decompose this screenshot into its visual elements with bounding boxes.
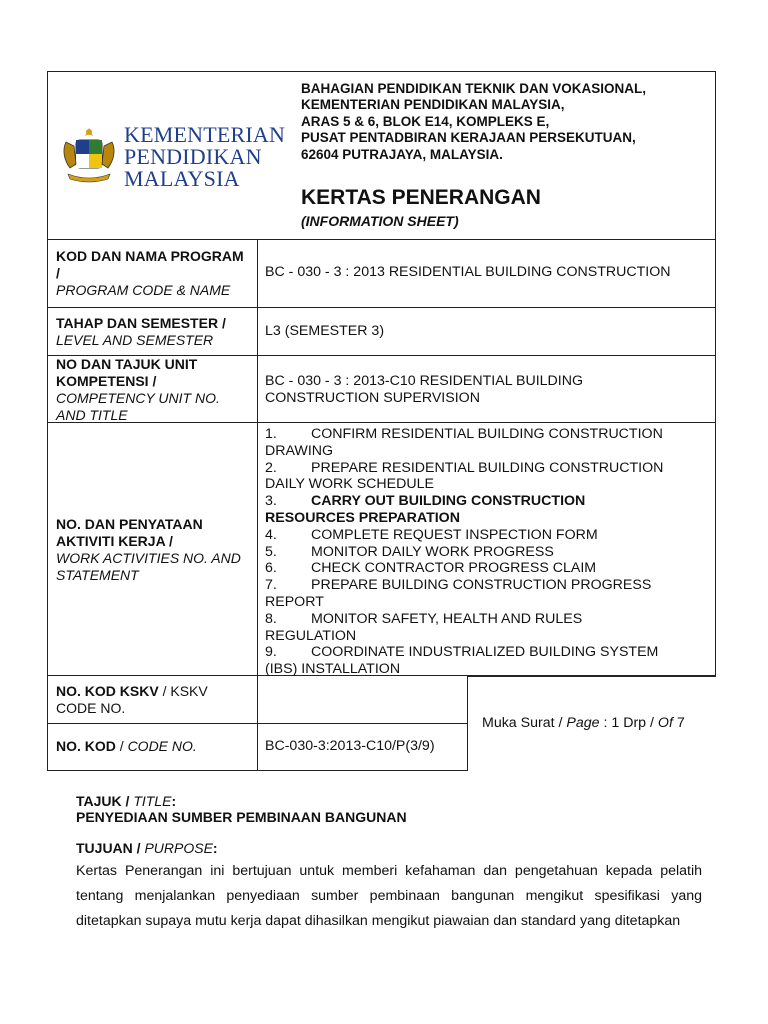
item-number: 7. <box>265 577 277 594</box>
logo-line-1: KEMENTERIAN <box>124 122 286 147</box>
column-divider <box>257 240 258 307</box>
activities-list <box>265 426 709 678</box>
purpose-paragraph: Kertas Penerangan ini bertujuan untuk memberi kefahaman dan pengetahuan kepada pelatih tentang menjalankan penyediaan sumber pembinaan bangunan mengikut spesifikasi yang ditetapkan supaya mutu kerja dapat dihasilkan mengikut piawaian dan standard yang ditetapkan <box>76 863 702 929</box>
list-item <box>265 460 709 494</box>
activities-label-italic: WORK ACTIVITIES NO. AND STATEMENT <box>56 550 241 583</box>
purpose-colon: : <box>212 840 218 856</box>
list-item <box>265 560 709 577</box>
document-title: KERTAS PENERANGAN <box>301 186 541 209</box>
kskv-label-bold: NO. KOD KSKV <box>56 683 159 699</box>
address-block <box>301 81 646 163</box>
item-text: COORDINATE INDUSTRIALIZED BUILDING SYSTEM <box>311 644 659 661</box>
program-label-bold: KOD DAN NAMA PROGRAM / <box>56 248 244 281</box>
item-text: COMPLETE REQUEST INSPECTION FORM <box>311 526 598 543</box>
kskv-label <box>56 683 208 717</box>
unit-label-italic: COMPETENCY UNIT NO. AND TITLE <box>56 390 220 423</box>
activities-row <box>47 423 716 676</box>
address-line: ARAS 5 & 6, BLOK E14, KOMPLEKS E, <box>301 113 550 129</box>
level-label-italic: LEVEL AND SEMESTER <box>56 332 214 348</box>
page-label-en: Page <box>566 715 600 731</box>
purpose-label: TUJUAN / <box>76 840 141 856</box>
address-line: BAHAGIAN PENDIDIKAN TEKNIK DAN VOKASIONAL, <box>301 81 647 96</box>
code-label-bold: NO. KOD <box>56 738 116 754</box>
item-number: 6. <box>265 560 277 577</box>
item-text-cont: REPORT <box>265 593 324 610</box>
kskv-label-rest: / KSKV <box>158 683 208 699</box>
unit-value <box>265 373 583 406</box>
item-number: 8. <box>265 610 277 627</box>
unit-label-bold: NO DAN TAJUK UNIT KOMPETENSI / <box>56 356 198 389</box>
item-text: CHECK CONTRACTOR PROGRESS CLAIM <box>311 560 597 577</box>
level-label <box>56 315 226 349</box>
column-divider <box>257 423 258 675</box>
list-item <box>265 611 709 645</box>
activities-label <box>56 516 246 584</box>
item-text: PREPARE BUILDING CONSTRUCTION PROGRESS <box>311 577 652 594</box>
page-number <box>482 715 685 731</box>
list-item <box>265 544 709 561</box>
item-text-cont: DAILY WORK SCHEDULE <box>265 476 434 493</box>
item-number: 3. <box>265 493 277 510</box>
page-of-label: Of <box>657 715 673 731</box>
title-label: TAJUK / <box>76 793 130 809</box>
document-subtitle: (INFORMATION SHEET) <box>301 213 459 229</box>
program-row <box>47 240 716 308</box>
malaysia-crest-icon <box>58 124 120 186</box>
code-row <box>47 724 468 771</box>
program-value: BC - 030 - 3 : 2013 RESIDENTIAL BUILDING CONSTRUCTION <box>265 264 671 280</box>
code-label <box>56 738 197 755</box>
address-line: 62604 PUTRAJAYA, MALAYSIA. <box>301 146 503 162</box>
item-text-cont: RESOURCES PREPARATION <box>265 509 460 526</box>
column-divider <box>257 724 258 770</box>
purpose-heading <box>76 840 218 856</box>
item-text: CARRY OUT BUILDING CONSTRUCTION <box>311 493 586 510</box>
kskv-label-line2: CODE NO. <box>56 700 126 716</box>
program-label <box>56 248 251 299</box>
level-row <box>47 308 716 356</box>
ministry-logo-text <box>124 124 285 190</box>
purpose-label-en: PURPOSE <box>144 840 213 856</box>
kskv-row <box>47 676 468 724</box>
address-line: KEMENTERIAN PENDIDIKAN MALAYSIA, <box>301 97 565 113</box>
level-value: L3 (SEMESTER 3) <box>265 323 385 339</box>
unit-value-line: BC - 030 - 3 : 2013-C10 RESIDENTIAL BUILDING <box>265 373 584 389</box>
item-number: 9. <box>265 644 277 661</box>
column-divider <box>257 356 258 422</box>
unit-value-line: CONSTRUCTION SUPERVISION <box>265 389 480 406</box>
item-text: MONITOR SAFETY, HEALTH AND RULES <box>311 610 583 627</box>
title-label-en: TITLE <box>133 793 172 809</box>
unit-label <box>56 356 246 424</box>
address-line: PUSAT PENTADBIRAN KERAJAAN PERSEKUTUAN, <box>301 130 636 146</box>
logo-line-2: PENDIDIKAN <box>124 144 262 169</box>
list-item <box>265 493 709 527</box>
page-label-ms: Muka Surat / <box>482 715 563 731</box>
column-divider <box>257 308 258 355</box>
item-number: 1. <box>265 426 277 442</box>
item-text-cont: DRAWING <box>265 442 334 459</box>
list-item <box>265 527 709 544</box>
title-heading <box>76 793 176 809</box>
item-text: PREPARE RESIDENTIAL BUILDING CONSTRUCTION <box>311 459 664 476</box>
unit-row <box>47 356 716 423</box>
page-total: 7 <box>676 715 685 731</box>
item-text: MONITOR DAILY WORK PROGRESS <box>311 543 554 560</box>
item-number: 4. <box>265 526 277 543</box>
page-current: : 1 Drp / <box>603 715 654 731</box>
item-number: 2. <box>265 459 277 476</box>
activities-label-bold: NO. DAN PENYATAAN AKTIVITI KERJA / <box>56 516 203 549</box>
level-label-bold: TAHAP DAN SEMESTER / <box>56 315 226 331</box>
title-colon: : <box>171 793 177 809</box>
code-label-sep: / <box>115 738 128 754</box>
item-text-cont: REGULATION <box>265 627 357 644</box>
program-label-italic: PROGRAM CODE & NAME <box>56 282 231 298</box>
item-text: CONFIRM RESIDENTIAL BUILDING CONSTRUCTION <box>311 426 663 442</box>
logo-line-3: MALAYSIA <box>124 166 240 191</box>
column-divider <box>257 676 258 723</box>
list-item <box>265 644 709 678</box>
item-text-cont: (IBS) INSTALLATION <box>265 661 401 678</box>
title-value: PENYEDIAAN SUMBER PEMBINAAN BANGUNAN <box>76 809 407 825</box>
item-number: 5. <box>265 543 277 560</box>
list-item <box>265 577 709 611</box>
code-value: BC-030-3:2013-C10/P(3/9) <box>265 738 435 754</box>
list-item <box>265 426 709 460</box>
code-label-italic: CODE NO. <box>127 738 197 754</box>
